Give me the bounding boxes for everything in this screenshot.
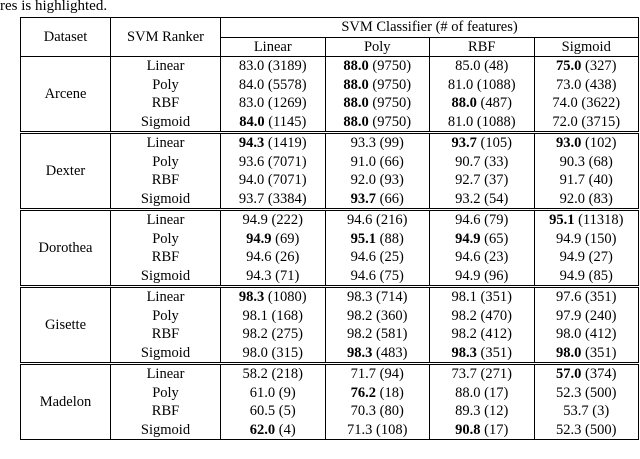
table-row (21, 402, 639, 421)
feature-count: (1419) (267, 135, 307, 151)
accuracy-value: 93.3 (350, 135, 377, 151)
table-row (21, 133, 639, 153)
feature-count: (216) (376, 212, 408, 228)
feature-count: (327) (585, 58, 617, 74)
best-accuracy-value: 75.0 (556, 58, 582, 74)
table-row (21, 248, 639, 267)
feature-count: (168) (271, 307, 303, 324)
feature-count: (360) (376, 307, 408, 324)
feature-count: (3622) (581, 95, 621, 111)
result-cell (221, 384, 326, 403)
ranker-cell: Sigmoid (111, 190, 221, 210)
best-accuracy-value: 95.1 (350, 230, 377, 247)
accuracy-value: 94.6 (350, 267, 377, 284)
accuracy-value: 93.2 (455, 190, 481, 207)
result-cell (325, 364, 430, 384)
ranker-cell: Linear (111, 364, 221, 384)
feature-count: (218) (271, 366, 303, 382)
table-row (21, 384, 639, 403)
result-cell (534, 287, 639, 307)
result-cell (325, 210, 430, 230)
result-cell (534, 133, 639, 153)
feature-count: (85) (588, 267, 613, 284)
result-cell (221, 133, 326, 153)
result-cell (221, 57, 326, 76)
accuracy-value: 85.0 (455, 58, 481, 74)
accuracy-value: 98.2 (242, 326, 268, 342)
table-row (21, 267, 639, 287)
caption-text: res is highlighted. (0, 0, 108, 14)
ranker-cell: RBF (111, 325, 221, 344)
accuracy-value: 98.1 (242, 307, 268, 324)
result-cell (221, 190, 326, 210)
table-row (21, 153, 639, 172)
best-accuracy-value: 98.3 (347, 344, 373, 361)
result-cell (221, 402, 326, 421)
best-accuracy-value: 84.0 (239, 113, 265, 130)
best-accuracy-value: 94.9 (455, 230, 481, 247)
feature-count: (1080) (267, 289, 307, 305)
accuracy-value: 94.9 (556, 230, 582, 247)
ranker-cell: Poly (111, 307, 221, 326)
result-cell (221, 307, 326, 326)
result-cell (325, 325, 430, 344)
feature-count: (271) (480, 366, 512, 382)
result-cell (430, 267, 535, 287)
result-cell (430, 113, 535, 133)
result-cell (325, 133, 430, 153)
feature-count: (9750) (372, 113, 412, 130)
result-cell (534, 267, 639, 287)
accuracy-value: 97.9 (556, 307, 582, 324)
result-cell (221, 230, 326, 249)
feature-count: (412) (585, 326, 617, 342)
accuracy-value: 90.3 (559, 153, 586, 170)
result-cell (325, 57, 430, 76)
result-cell (534, 364, 639, 384)
result-cell (325, 190, 430, 210)
ranker-cell: Linear (111, 133, 221, 153)
result-cell (221, 325, 326, 344)
feature-count: (94) (379, 366, 404, 382)
best-accuracy-value: 94.9 (246, 230, 272, 247)
ranker-cell: Linear (111, 210, 221, 230)
result-cell (221, 153, 326, 172)
result-cell (534, 171, 639, 190)
feature-count: (9) (278, 384, 296, 401)
ranker-cell: Sigmoid (111, 344, 221, 364)
ranker-cell: Linear (111, 57, 221, 76)
accuracy-value: 98.0 (242, 344, 268, 361)
feature-count: (3384) (267, 190, 307, 207)
accuracy-value: 93.6 (238, 153, 265, 170)
best-accuracy-value: 57.0 (556, 366, 582, 382)
feature-count: (500) (585, 384, 617, 401)
result-cell (534, 113, 639, 133)
accuracy-value: 98.2 (347, 307, 373, 324)
result-cell (430, 248, 535, 267)
accuracy-value: 73.0 (556, 76, 582, 93)
ranker-cell: Sigmoid (111, 421, 221, 440)
feature-count: (483) (376, 344, 408, 361)
feature-count: (108) (376, 421, 408, 438)
accuracy-value: 97.6 (556, 289, 582, 305)
accuracy-value: 70.3 (350, 403, 377, 419)
accuracy-value: 52.3 (556, 421, 582, 438)
table-row (21, 94, 639, 113)
result-cell (534, 421, 639, 440)
header-kernel-poly: Poly (325, 37, 430, 57)
feature-count: (374) (585, 366, 617, 382)
accuracy-value: 91.7 (559, 172, 586, 188)
feature-count: (83) (588, 190, 613, 207)
result-cell (221, 113, 326, 133)
best-accuracy-value: 93.0 (556, 135, 582, 151)
feature-count: (79) (484, 212, 509, 228)
table-row (21, 307, 639, 326)
feature-count: (33) (484, 153, 509, 170)
feature-count: (470) (480, 307, 512, 324)
accuracy-value: 94.6 (455, 212, 481, 228)
table-row (21, 171, 639, 190)
dataset-cell: Dexter (21, 133, 111, 210)
best-accuracy-value: 88.0 (343, 95, 369, 111)
result-cell (325, 248, 430, 267)
table-row (21, 287, 639, 307)
result-cell (534, 76, 639, 95)
result-cell (325, 344, 430, 364)
feature-count: (105) (480, 135, 512, 151)
result-cell (534, 344, 639, 364)
result-cell (325, 307, 430, 326)
ranker-cell: Poly (111, 76, 221, 95)
feature-count: (1269) (267, 95, 307, 111)
feature-count: (65) (484, 230, 509, 247)
feature-count: (17) (484, 421, 509, 438)
best-accuracy-value: 98.3 (238, 289, 265, 305)
feature-count: (3) (592, 403, 610, 419)
accuracy-value: 71.3 (347, 421, 373, 438)
result-cell (325, 421, 430, 440)
ranker-cell: Sigmoid (111, 267, 221, 287)
feature-count: (25) (379, 249, 404, 265)
accuracy-value: 98.2 (451, 326, 477, 342)
accuracy-value: 94.6 (347, 212, 373, 228)
result-cell (430, 57, 535, 76)
feature-count: (1088) (476, 113, 516, 130)
best-accuracy-value: 90.8 (455, 421, 481, 438)
feature-count: (714) (376, 289, 408, 305)
result-cell (325, 384, 430, 403)
feature-count: (71) (275, 267, 300, 284)
feature-count: (1088) (476, 76, 516, 93)
table-row (21, 344, 639, 364)
best-accuracy-value: 98.0 (556, 344, 582, 361)
result-cell (221, 248, 326, 267)
header-dataset: Dataset (21, 18, 111, 57)
feature-count: (7071) (267, 153, 307, 170)
header-svm-ranker: SVM Ranker (111, 18, 221, 57)
result-cell (534, 307, 639, 326)
table-row (21, 57, 639, 76)
result-cell (221, 287, 326, 307)
feature-count: (351) (585, 289, 617, 305)
result-cell (221, 76, 326, 95)
result-cell (534, 190, 639, 210)
result-cell (430, 210, 535, 230)
header-kernel-sigmoid: Sigmoid (534, 37, 639, 57)
result-cell (534, 210, 639, 230)
accuracy-value: 58.2 (242, 366, 268, 382)
table-row (21, 113, 639, 133)
results-table (20, 17, 639, 440)
result-cell (325, 113, 430, 133)
result-cell (430, 402, 535, 421)
result-cell (325, 153, 430, 172)
dataset-cell: Arcene (21, 57, 111, 133)
result-cell (221, 267, 326, 287)
accuracy-value: 98.0 (556, 326, 582, 342)
feature-count: (18) (379, 384, 404, 401)
feature-count: (500) (585, 421, 617, 438)
result-cell (325, 171, 430, 190)
accuracy-value: 94.9 (242, 212, 268, 228)
accuracy-value: 92.0 (350, 172, 377, 188)
result-cell (221, 364, 326, 384)
accuracy-value: 61.0 (249, 384, 276, 401)
result-cell (430, 171, 535, 190)
best-accuracy-value: 94.3 (238, 135, 265, 151)
feature-count: (240) (585, 307, 617, 324)
ranker-cell: RBF (111, 94, 221, 113)
accuracy-value: 92.0 (559, 190, 586, 207)
accuracy-value: 74.0 (552, 95, 578, 111)
header-kernel-linear: Linear (221, 37, 326, 57)
result-cell (221, 421, 326, 440)
feature-count: (66) (379, 190, 404, 207)
result-cell (430, 76, 535, 95)
accuracy-value: 84.0 (238, 76, 265, 93)
feature-count: (93) (379, 172, 404, 188)
feature-count: (54) (484, 190, 509, 207)
table-row (21, 325, 639, 344)
ranker-cell: RBF (111, 171, 221, 190)
accuracy-value: 60.5 (249, 403, 276, 419)
ranker-cell: RBF (111, 248, 221, 267)
accuracy-value: 94.9 (559, 267, 586, 284)
best-accuracy-value: 98.3 (451, 344, 477, 361)
feature-count: (48) (484, 58, 509, 74)
accuracy-value: 98.2 (451, 307, 477, 324)
feature-count: (9750) (372, 76, 412, 93)
feature-count: (37) (484, 172, 509, 188)
result-cell (534, 248, 639, 267)
accuracy-value: 81.0 (447, 113, 474, 130)
result-cell (534, 384, 639, 403)
ranker-cell: Poly (111, 384, 221, 403)
accuracy-value: 73.7 (451, 366, 477, 382)
result-cell (534, 57, 639, 76)
accuracy-value: 83.0 (238, 95, 265, 111)
accuracy-value: 52.3 (556, 384, 582, 401)
ranker-cell: RBF (111, 402, 221, 421)
result-cell (430, 325, 535, 344)
result-cell (221, 171, 326, 190)
best-accuracy-value: 93.7 (451, 135, 477, 151)
accuracy-value: 94.9 (559, 249, 586, 265)
feature-count: (487) (480, 95, 512, 111)
accuracy-value: 94.6 (350, 249, 377, 265)
accuracy-value: 98.2 (347, 326, 373, 342)
best-accuracy-value: 88.0 (343, 76, 369, 93)
ranker-cell: Poly (111, 230, 221, 249)
feature-count: (150) (585, 230, 617, 247)
feature-count: (222) (271, 212, 303, 228)
feature-count: (99) (379, 135, 404, 151)
feature-count: (4) (278, 421, 296, 438)
table-row (21, 210, 639, 230)
result-cell (534, 94, 639, 113)
accuracy-value: 89.3 (455, 403, 481, 419)
result-cell (325, 76, 430, 95)
feature-count: (7071) (267, 172, 307, 188)
accuracy-value: 81.0 (447, 76, 474, 93)
best-accuracy-value: 62.0 (249, 421, 276, 438)
feature-count: (5578) (267, 76, 307, 93)
feature-count: (80) (379, 403, 404, 419)
accuracy-value: 90.7 (455, 153, 481, 170)
feature-count: (1145) (268, 113, 307, 130)
result-cell (325, 267, 430, 287)
results-table-container (20, 17, 638, 458)
result-cell (325, 94, 430, 113)
result-cell (430, 384, 535, 403)
result-cell (430, 133, 535, 153)
best-accuracy-value: 76.2 (350, 384, 377, 401)
feature-count: (88) (379, 230, 404, 247)
accuracy-value: 94.6 (455, 249, 481, 265)
accuracy-value: 53.7 (563, 403, 589, 419)
feature-count: (412) (480, 326, 512, 342)
result-cell (325, 402, 430, 421)
best-accuracy-value: 93.7 (350, 190, 377, 207)
feature-count: (17) (484, 384, 509, 401)
result-cell (325, 287, 430, 307)
accuracy-value: 94.0 (238, 172, 265, 188)
ranker-cell: Poly (111, 153, 221, 172)
feature-count: (102) (585, 135, 617, 151)
feature-count: (11318) (578, 212, 624, 228)
header-kernel-rbf: RBF (430, 37, 535, 57)
accuracy-value: 83.0 (238, 58, 265, 74)
result-cell (534, 230, 639, 249)
feature-count: (26) (275, 249, 300, 265)
feature-count: (3189) (267, 58, 307, 74)
result-cell (430, 364, 535, 384)
ranker-cell: Linear (111, 287, 221, 307)
result-cell (430, 190, 535, 210)
feature-count: (351) (480, 344, 512, 361)
result-cell (430, 94, 535, 113)
feature-count: (5) (278, 403, 296, 419)
result-cell (430, 307, 535, 326)
result-cell (221, 94, 326, 113)
feature-count: (351) (585, 344, 617, 361)
table-row (21, 230, 639, 249)
result-cell (534, 325, 639, 344)
result-cell (325, 230, 430, 249)
best-accuracy-value: 88.0 (451, 95, 477, 111)
feature-count: (581) (376, 326, 408, 342)
result-cell (430, 230, 535, 249)
feature-count: (12) (484, 403, 509, 419)
feature-count: (9750) (372, 58, 412, 74)
feature-count: (3715) (581, 113, 621, 130)
result-cell (430, 153, 535, 172)
feature-count: (23) (484, 249, 509, 265)
result-cell (221, 210, 326, 230)
accuracy-value: 94.3 (246, 267, 272, 284)
feature-count: (315) (271, 344, 303, 361)
header-svm-classifier: SVM Classifier (# of features) (221, 18, 639, 38)
accuracy-value: 88.0 (455, 384, 481, 401)
accuracy-value: 93.7 (238, 190, 265, 207)
feature-count: (68) (588, 153, 613, 170)
feature-count: (96) (484, 267, 509, 284)
feature-count: (69) (275, 230, 300, 247)
feature-count: (75) (379, 267, 404, 284)
table-row (21, 364, 639, 384)
best-accuracy-value: 88.0 (343, 113, 369, 130)
accuracy-value: 98.1 (451, 289, 477, 305)
feature-count: (27) (588, 249, 613, 265)
accuracy-value: 72.0 (552, 113, 578, 130)
dataset-cell: Dorothea (21, 210, 111, 287)
feature-count: (66) (379, 153, 404, 170)
feature-count: (351) (480, 289, 512, 305)
result-cell (221, 344, 326, 364)
feature-count: (275) (271, 326, 303, 342)
feature-count: (9750) (372, 95, 412, 111)
feature-count: (40) (588, 172, 613, 188)
result-cell (430, 421, 535, 440)
result-cell (534, 402, 639, 421)
accuracy-value: 94.9 (455, 267, 481, 284)
best-accuracy-value: 95.1 (549, 212, 575, 228)
feature-count: (438) (585, 76, 617, 93)
table-body (21, 57, 639, 440)
accuracy-value: 98.3 (347, 289, 373, 305)
table-row (21, 76, 639, 95)
accuracy-value: 91.0 (350, 153, 377, 170)
dataset-cell: Madelon (21, 364, 111, 440)
result-cell (534, 153, 639, 172)
accuracy-value: 71.7 (350, 366, 377, 382)
accuracy-value: 92.7 (455, 172, 481, 188)
best-accuracy-value: 88.0 (343, 58, 369, 74)
result-cell (430, 287, 535, 307)
table-row (21, 421, 639, 440)
dataset-cell: Gisette (21, 287, 111, 364)
ranker-cell: Sigmoid (111, 113, 221, 133)
result-cell (430, 344, 535, 364)
table-row (21, 190, 639, 210)
accuracy-value: 94.6 (246, 249, 272, 265)
